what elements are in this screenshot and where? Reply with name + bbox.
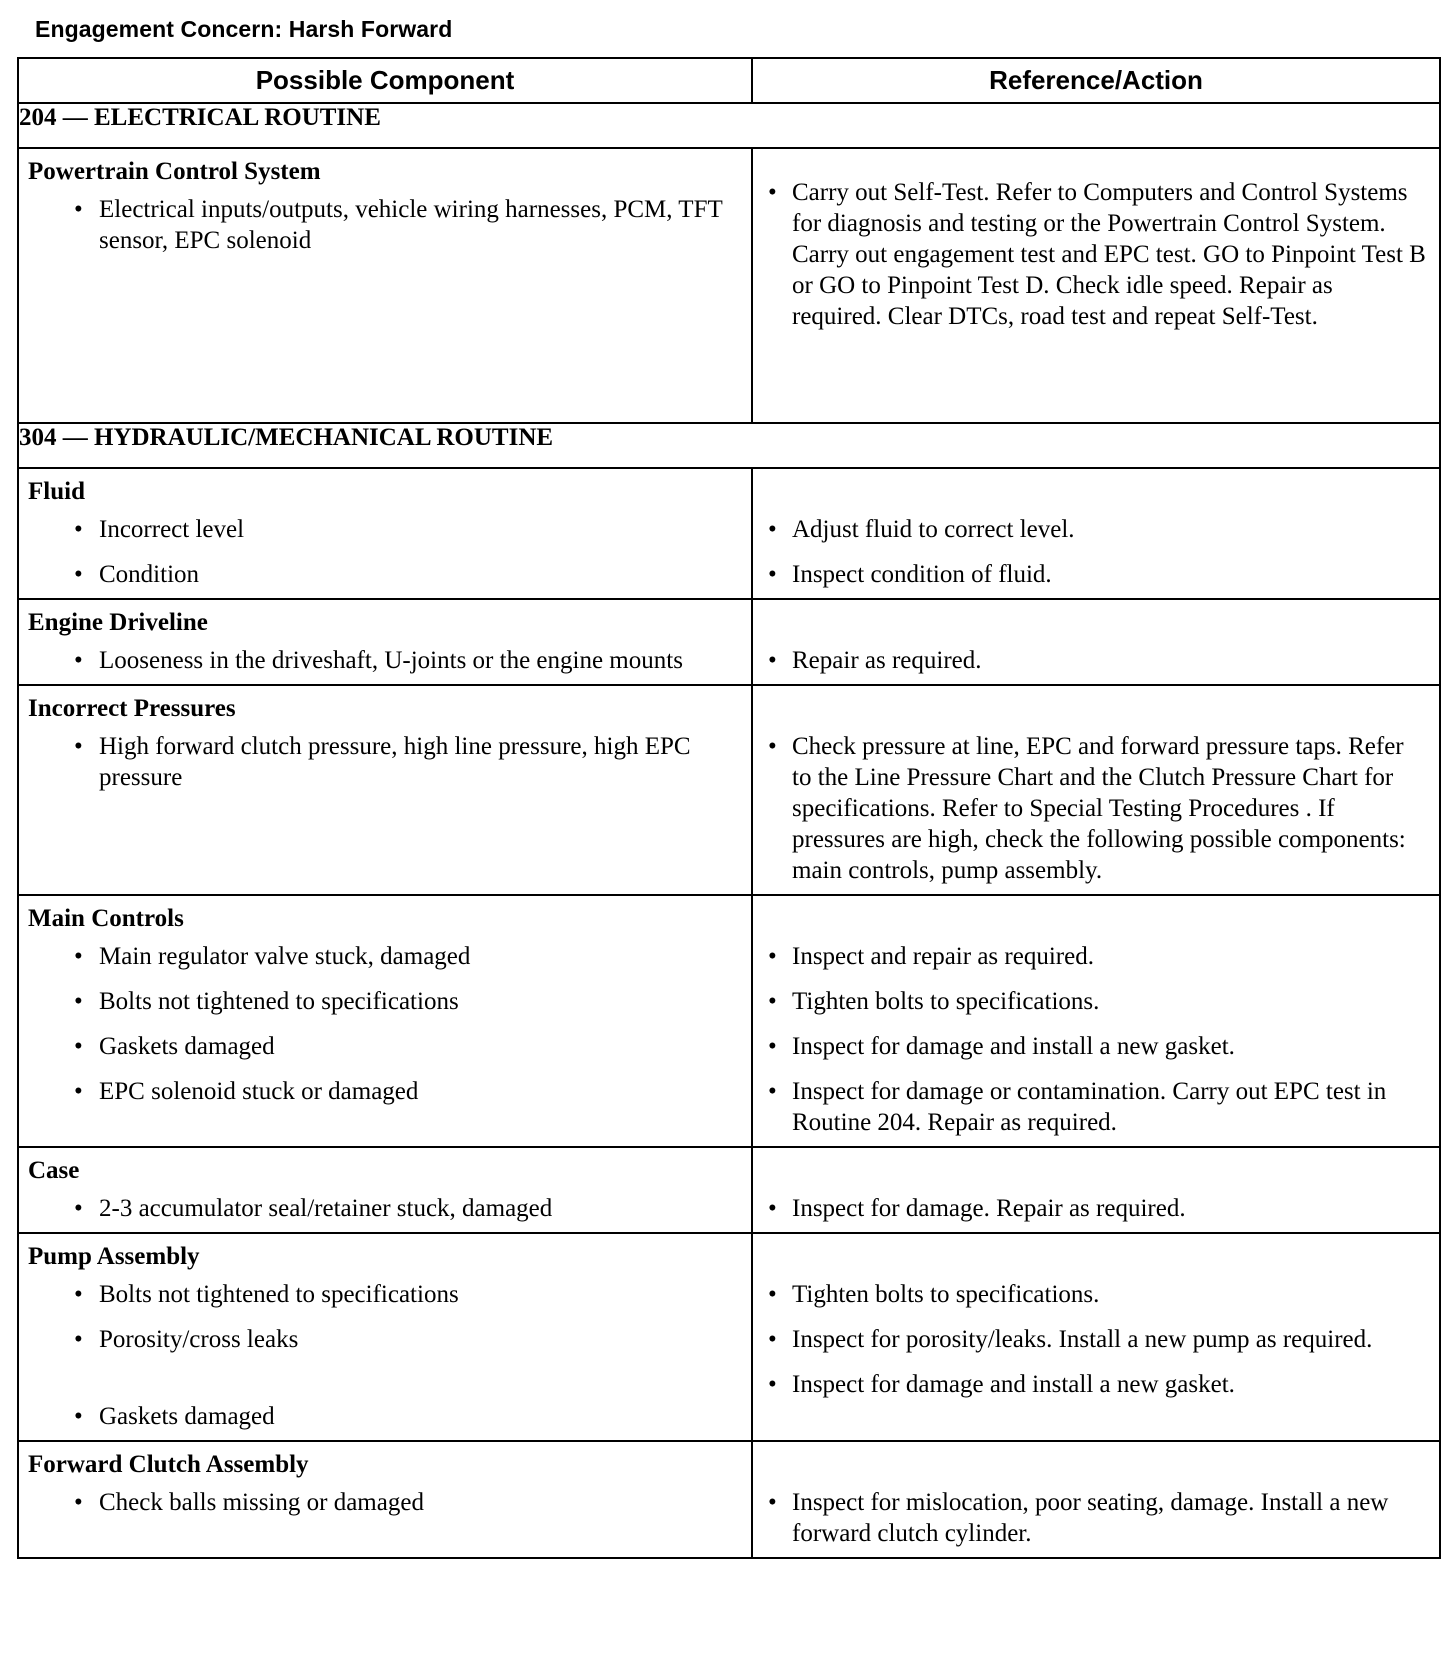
component-cell	[18, 1233, 752, 1441]
action-item	[753, 1369, 1439, 1408]
component-text: 2-3 accumulator seal/retainer stuck, damaged	[99, 1195, 553, 1222]
component-item	[19, 514, 751, 559]
action-cell	[752, 599, 1440, 685]
action-text: Inspect for mislocation, poor seating, damage. Install a new forward clutch cylinder.	[792, 1489, 1389, 1547]
routine-204-title: 204 — ELECTRICAL ROUTINE	[18, 103, 1440, 148]
action-cell	[752, 895, 1440, 1147]
bullet: •	[768, 179, 777, 206]
section-pump-assembly	[18, 1233, 1440, 1441]
component-item	[19, 645, 751, 684]
action-item	[753, 1279, 1439, 1324]
action-text: Inspect for damage or contamination. Carry out EPC test in Routine 204. Repair as required.	[792, 1078, 1387, 1136]
component-text: EPC solenoid stuck or damaged	[99, 1078, 419, 1105]
component-text: Porosity/cross leaks	[99, 1326, 299, 1353]
component-text: Bolts not tightened to specifications	[99, 1281, 459, 1308]
header-possible-component: Possible Component	[18, 58, 752, 103]
component-text: High forward clutch pressure, high line pressure, high EPC pressure	[99, 733, 691, 791]
component-cell	[18, 148, 752, 423]
bullet: •	[768, 1371, 777, 1398]
bullet: •	[74, 561, 83, 588]
component-item	[19, 941, 751, 986]
component-cell	[18, 468, 752, 599]
action-item	[753, 941, 1439, 986]
diagnosis-table	[17, 57, 1441, 1559]
component-text: Condition	[99, 561, 200, 588]
bullet: •	[74, 988, 83, 1015]
component-text: Gaskets damaged	[99, 1403, 275, 1430]
action-item	[753, 514, 1439, 559]
bullet: •	[74, 733, 83, 760]
component-text: Looseness in the driveshaft, U-joints or the engine mounts	[99, 647, 683, 674]
action-text: Tighten bolts to specifications.	[792, 988, 1100, 1015]
header-reference-action: Reference/Action	[752, 58, 1440, 103]
component-text: Check balls missing or damaged	[99, 1489, 424, 1516]
component-item	[19, 1076, 751, 1115]
bullet: •	[768, 1195, 777, 1222]
action-item	[753, 645, 1439, 684]
component-item	[19, 986, 751, 1031]
component-cell	[18, 1441, 752, 1558]
bullet: •	[768, 647, 777, 674]
component-text: Gaskets damaged	[99, 1033, 275, 1060]
action-item	[753, 1193, 1439, 1232]
action-cell	[752, 1441, 1440, 1558]
bullet: •	[74, 1326, 83, 1353]
bullet: •	[74, 1403, 83, 1430]
section-title: Fluid	[28, 478, 85, 505]
action-text: Carry out Self-Test. Refer to Computers and Control Systems for diagnosis and testing or the Powertrain Control System. Carry out engagement test and EPC test. GO to Pinpoint Test B or GO to Pinpoint Test D. Check idle speed. Repair as required. Clear DTCs, road test and repeat Self-Test.	[792, 179, 1426, 330]
bullet: •	[768, 988, 777, 1015]
action-text: Repair as required.	[792, 647, 982, 674]
action-text: Check pressure at line, EPC and forward pressure taps. Refer to the Line Pressure Chart and the Clutch Pressure Chart for specifications. Refer to Special Testing Procedures . If pressures are high, check the following possible components: main controls, pump assembly.	[792, 733, 1406, 884]
action-item	[753, 986, 1439, 1031]
action-text: Inspect for damage and install a new gasket.	[792, 1033, 1235, 1060]
bullet: •	[768, 1033, 777, 1060]
bullet: •	[74, 647, 83, 674]
section-incorrect-pressures	[18, 685, 1440, 895]
bullet: •	[768, 733, 777, 760]
section-engine-driveline	[18, 599, 1440, 685]
action-item	[753, 177, 1439, 340]
action-text: Inspect for porosity/leaks. Install a new pump as required.	[792, 1326, 1373, 1353]
action-item	[753, 1031, 1439, 1076]
action-item	[753, 559, 1439, 598]
bullet: •	[768, 561, 777, 588]
bullet: •	[74, 516, 83, 543]
bullet: •	[74, 1078, 83, 1105]
action-item	[753, 1324, 1439, 1369]
bullet: •	[74, 943, 83, 970]
routine-304-row	[18, 423, 1440, 468]
bullet: •	[768, 1078, 777, 1105]
bullet: •	[768, 516, 777, 543]
section-powertrain	[18, 148, 1440, 423]
action-item	[753, 1076, 1439, 1146]
bullet: •	[768, 943, 777, 970]
component-item	[19, 1193, 751, 1232]
section-title: Engine Driveline	[28, 609, 208, 636]
bullet: •	[768, 1281, 777, 1308]
component-cell	[18, 685, 752, 895]
action-cell	[752, 1147, 1440, 1233]
bullet: •	[768, 1489, 777, 1516]
section-title: Main Controls	[28, 905, 184, 932]
component-cell	[18, 599, 752, 685]
section-forward-clutch-assembly	[18, 1441, 1440, 1558]
component-text: Main regulator valve stuck, damaged	[99, 943, 471, 970]
section-title: Pump Assembly	[28, 1243, 200, 1270]
component-text: Incorrect level	[99, 516, 245, 543]
action-text: Inspect for damage and install a new gasket.	[792, 1371, 1235, 1398]
document-title: Engagement Concern: Harsh Forward	[35, 16, 453, 42]
header-row	[18, 58, 1440, 103]
component-item	[19, 1031, 751, 1076]
action-text: Tighten bolts to specifications.	[792, 1281, 1100, 1308]
action-text: Inspect condition of fluid.	[792, 561, 1052, 588]
component-text: Electrical inputs/outputs, vehicle wiring harnesses, PCM, TFT sensor, EPC solenoid	[99, 196, 723, 254]
component-item	[19, 1324, 751, 1401]
action-text: Inspect and repair as required.	[792, 943, 1094, 970]
component-cell	[18, 1147, 752, 1233]
section-title: Incorrect Pressures	[28, 695, 236, 722]
component-item	[19, 1279, 751, 1324]
component-item	[19, 194, 751, 264]
action-cell	[752, 468, 1440, 599]
section-case	[18, 1147, 1440, 1233]
action-text: Inspect for damage. Repair as required.	[792, 1195, 1186, 1222]
action-item	[753, 1487, 1439, 1557]
component-text: Bolts not tightened to specifications	[99, 988, 459, 1015]
action-item	[753, 731, 1439, 894]
bullet: •	[74, 196, 83, 223]
section-title: Powertrain Control System	[28, 158, 321, 185]
section-fluid	[18, 468, 1440, 599]
component-item	[19, 731, 751, 801]
action-cell	[752, 685, 1440, 895]
routine-204-row	[18, 103, 1440, 148]
section-title: Case	[28, 1157, 80, 1184]
component-item	[19, 1487, 751, 1526]
action-cell	[752, 1233, 1440, 1441]
bullet: •	[74, 1489, 83, 1516]
section-title: Forward Clutch Assembly	[28, 1451, 309, 1478]
routine-304-title: 304 — HYDRAULIC/MECHANICAL ROUTINE	[18, 423, 1440, 468]
section-main-controls	[18, 895, 1440, 1147]
component-item	[19, 1401, 751, 1440]
component-cell	[18, 895, 752, 1147]
bullet: •	[74, 1281, 83, 1308]
component-item	[19, 559, 751, 598]
action-cell	[752, 148, 1440, 423]
bullet: •	[768, 1326, 777, 1353]
action-text: Adjust fluid to correct level.	[792, 516, 1075, 543]
bullet: •	[74, 1195, 83, 1222]
bullet: •	[74, 1033, 83, 1060]
